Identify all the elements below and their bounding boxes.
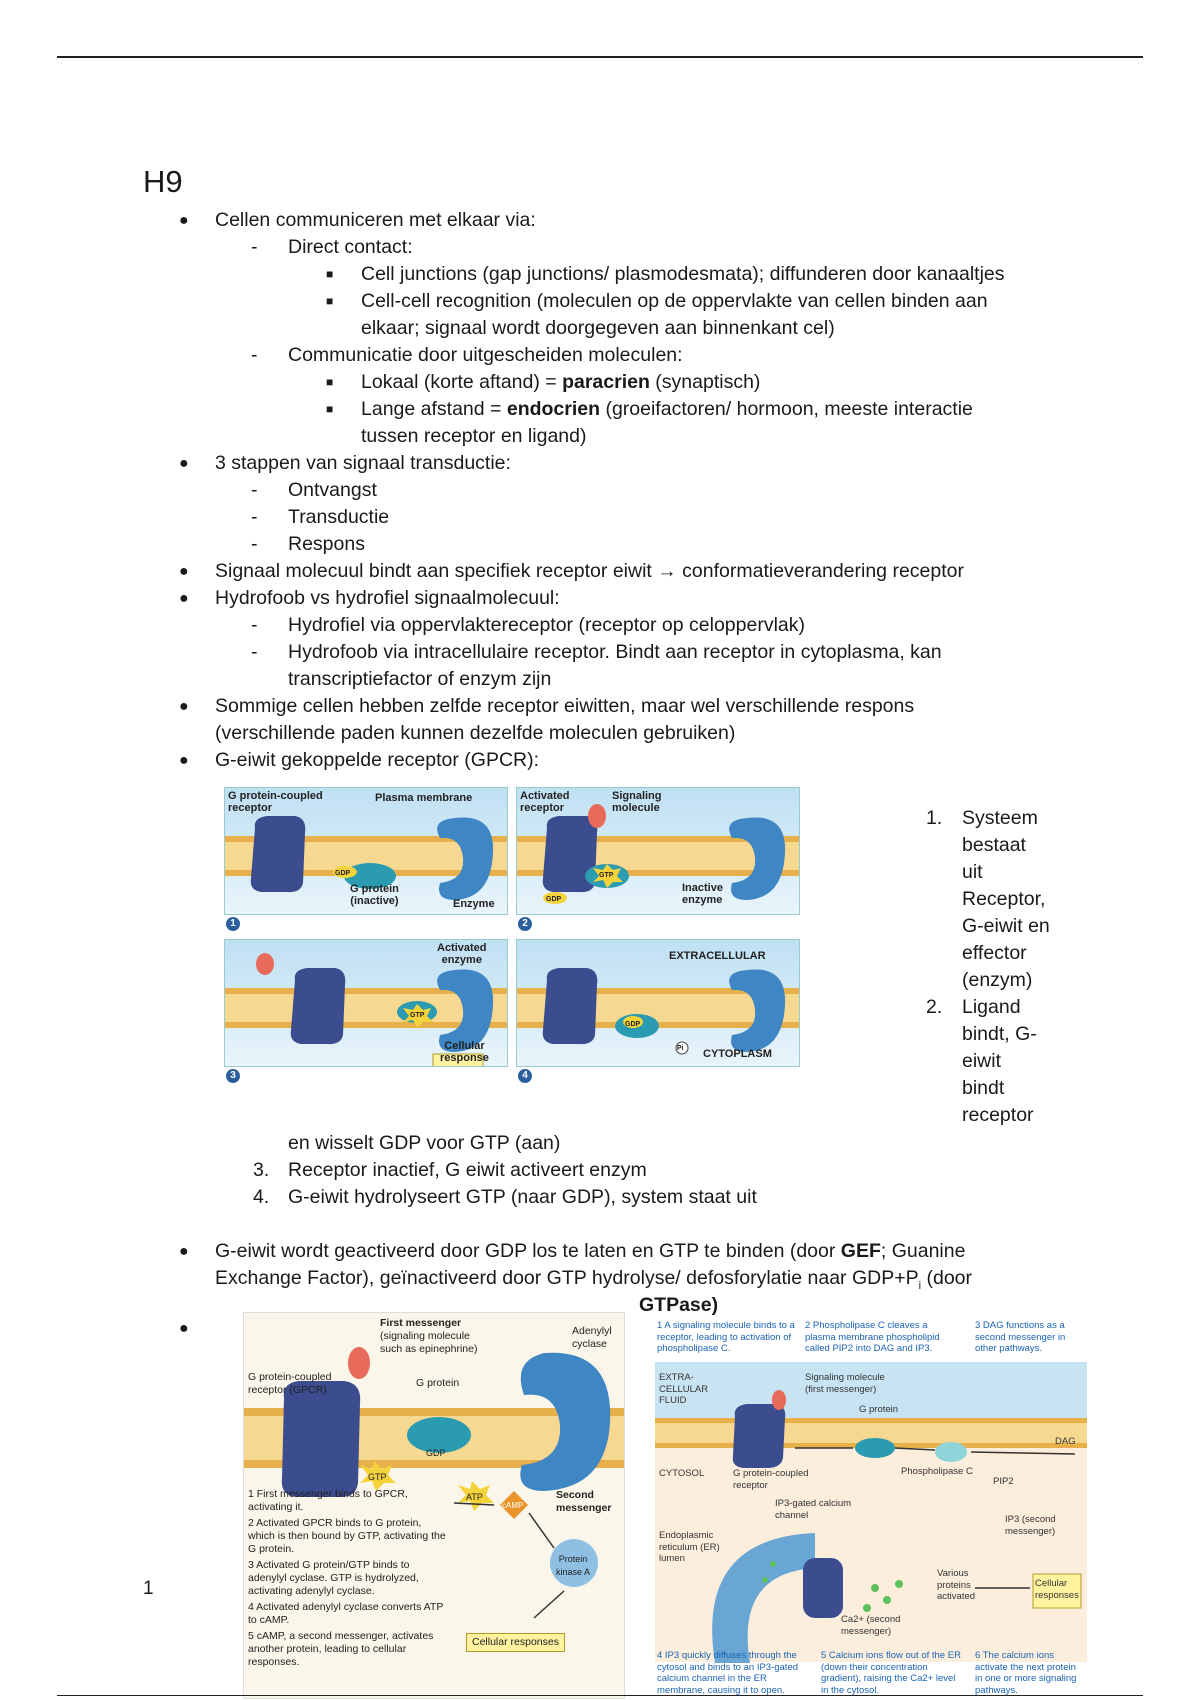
- footer-rule: [57, 1695, 1143, 1696]
- label-inactive-enzyme: Inactive enzyme: [682, 882, 723, 906]
- square-item: ■ Lokaal (korte aftand) = paracrien (synaptisch): [143, 369, 1043, 396]
- label-first-messenger: First messenger (signaling molecule such as epinephrine): [380, 1317, 478, 1355]
- bullet-item: ● 3 stappen van signaal transductie:: [143, 450, 1043, 477]
- continuation-line: elkaar; signaal wordt doorgegeven aan binnenkant cel): [361, 317, 835, 339]
- bullet-icon: ●: [179, 1243, 189, 1260]
- label-extracellular: EXTRACELLULAR: [669, 950, 766, 962]
- square-bullet-icon: ■: [326, 294, 334, 308]
- dash-item: - Hydrofoob via intracellulaire receptor. Bindt aan receptor in cytoplasma, kan: [143, 639, 1043, 666]
- notes-body-continued: [143, 1130, 1043, 1300]
- bullet-icon: ●: [179, 455, 189, 472]
- footer-step-4: 4 IP3 quickly diffuses through the cytosol and binds to an IP3-gated calcium channel in the ER membrane, causing it to open.: [657, 1650, 799, 1696]
- bullet-item: ● G-eiwit wordt geactiveerd door GDP los te laten en GTP te binden (door GEF; Guanine: [143, 1238, 1043, 1265]
- label-gpcr: G protein-coupled receptor: [733, 1468, 809, 1491]
- step-4-badge: 4: [518, 1069, 532, 1083]
- numbered-item: 3. Receptor inactief, G eiwit activeert enzym: [253, 1159, 647, 1181]
- bullet-item: ● Cellen communiceren met elkaar via:: [143, 207, 1043, 234]
- page-title: H9: [143, 164, 183, 199]
- bullet-icon: ●: [179, 752, 189, 769]
- label-cytoplasm: CYTOPLASM: [703, 1048, 772, 1060]
- bullet-icon: ●: [179, 212, 189, 229]
- label-signaling-molecule: Signaling molecule: [612, 790, 662, 814]
- dash-item: - Hydrofiel via oppervlaktereceptor (receptor op celoppervlak): [143, 612, 1043, 639]
- square-bullet-icon: ■: [326, 402, 334, 416]
- gpcr-steps-list: [926, 805, 1106, 1129]
- label-atp: ATP: [466, 1492, 483, 1502]
- gpcr-panel-4: [516, 939, 800, 1067]
- label-adenylyl-cyclase: Adenylyl cyclase: [572, 1325, 612, 1350]
- step-3-badge: 3: [226, 1069, 240, 1083]
- bullet-item: ● Hydrofoob vs hydrofiel signaalmolecuul:: [143, 585, 1043, 612]
- continuation-line: en wisselt GDP voor GTP (aan): [288, 1132, 561, 1154]
- gtpase-line: GTPase): [639, 1294, 719, 1316]
- label-gdp: GDP: [335, 870, 351, 877]
- dash-item: - Respons: [143, 531, 1043, 558]
- camp-pathway-figure: [243, 1312, 625, 1699]
- dash-icon: -: [251, 506, 258, 528]
- label-gdp: GDP: [625, 1021, 641, 1028]
- header-step-2: 2 Phospholipase C cleaves a plasma membrane phospholipid called PIP2 into DAG and IP3.: [805, 1320, 940, 1354]
- label-pi: Pi: [677, 1045, 684, 1052]
- label-cellular-responses: Cellular responses: [466, 1633, 565, 1652]
- label-pip2: PIP2: [993, 1476, 1014, 1487]
- list-item: 1. Systeem bestaat uit Receptor, G-eiwit en effector (enzym): [926, 807, 1050, 991]
- gpcr-panel-3: [224, 939, 508, 1067]
- label-pka: Protein kinase A: [556, 1554, 591, 1577]
- numbered-item: 4. G-eiwit hydrolyseert GTP (naar GDP), system staat uit: [253, 1186, 757, 1208]
- label-gpcr: G protein-coupled receptor (GPCR): [248, 1371, 332, 1396]
- label-gtp: GTP: [410, 1012, 425, 1019]
- label-phospholipase-c: Phospholipase C: [901, 1466, 973, 1477]
- gpcr-panel-2: [516, 787, 800, 915]
- header-rule: [57, 56, 1143, 58]
- bullet-icon: ●: [179, 1320, 189, 1337]
- label-cytosol: CYTOSOL: [659, 1468, 705, 1479]
- label-gpcr: G protein-coupled receptor: [228, 790, 323, 814]
- dash-icon: -: [251, 344, 258, 366]
- gpcr-panel-1: [224, 787, 508, 915]
- receptor-shape: [251, 816, 306, 892]
- square-item: ■ Lange afstand = endocrien (groeifactoren/ hormoon, meeste interactie: [143, 396, 1043, 423]
- dash-item: - Direct contact:: [143, 234, 1043, 261]
- continuation-line: tussen receptor en ligand): [361, 425, 587, 447]
- label-ip3: IP3 (second messenger): [1005, 1514, 1056, 1537]
- list-item: 2. Ligand bindt, G- eiwit bindt receptor: [926, 996, 1037, 1126]
- bullet-icon: ●: [179, 563, 189, 580]
- label-cellular-responses: Cellular responses: [1035, 1578, 1079, 1601]
- bullet-item: ● G-eiwit gekoppelde receptor (GPCR):: [143, 747, 1043, 774]
- bullet-icon: ●: [179, 698, 189, 715]
- footer-step-5: 5 Calcium ions flow out of the ER (down their concentration gradient), raising the Ca2+ level in the cytosol.: [821, 1650, 961, 1696]
- bullet-item: ● Signaal molecuul bindt aan specifiek receptor eiwit → conformatieverandering receptor: [143, 558, 1043, 585]
- dash-icon: -: [251, 614, 258, 636]
- footer-step-6: 6 The calcium ions activate the next protein in one or more signaling pathways.: [975, 1650, 1077, 1696]
- header-step-3: 3 DAG functions as a second messenger in other pathways.: [975, 1320, 1066, 1354]
- label-activated-receptor: Activated receptor: [520, 790, 570, 814]
- square-bullet-icon: ■: [326, 375, 334, 389]
- bullet-icon: ●: [179, 590, 189, 607]
- label-calcium: Ca2+ (second messenger): [841, 1614, 901, 1637]
- label-g-protein: G protein: [859, 1404, 899, 1415]
- label-activated-enzyme: Activated enzyme: [437, 942, 487, 966]
- dash-icon: -: [251, 236, 258, 258]
- label-g-protein: G protein: [416, 1377, 460, 1389]
- label-enzyme: Enzyme: [453, 898, 495, 910]
- signal-molecule: [588, 804, 606, 828]
- label-er-lumen: Endoplasmic reticulum (ER) lumen: [659, 1530, 720, 1564]
- dash-icon: -: [251, 533, 258, 555]
- dash-item: - Transductie: [143, 504, 1043, 531]
- label-gtp: GTP: [368, 1472, 387, 1482]
- continuation-line: transcriptiefactor of enzym zijn: [288, 668, 552, 690]
- dash-icon: -: [251, 641, 258, 663]
- label-gdp: GDP: [546, 896, 562, 903]
- dash-item: - Communicatie door uitgescheiden moleculen:: [143, 342, 1043, 369]
- label-signaling-molecule: Signaling molecule (first messenger): [805, 1372, 885, 1395]
- label-camp: cAMP: [502, 1501, 524, 1510]
- label-gtp: GTP: [599, 872, 614, 879]
- square-item: ■ Cell-cell recognition (moleculen op de oppervlakte van cellen binden aan: [143, 288, 1043, 315]
- continuation-line: (verschillende paden kunnen dezelfde moleculen gebruiken): [215, 722, 736, 744]
- label-gdp: GDP: [426, 1448, 446, 1458]
- label-ip3-channel: IP3-gated calcium channel: [775, 1498, 852, 1521]
- ip3-pathway-figure: [655, 1318, 1087, 1698]
- page-number: 1: [143, 1578, 154, 1599]
- caption-list: 1 First messenger binds to GPCR, activating it. 2 Activated GPCR binds to G protein, which is then bound by GTP, activating the G protein. 3 Activated G protein/GTP binds to adenylyl cyclase. GTP is hydrolyzed, activating adenylyl cyclase. 4 Activated adenylyl cyclase converts ATP to cAMP. 5 cAMP, a second messenger, activates another protein, leading to cellular responses.: [248, 1488, 446, 1668]
- label-second-messenger: Second messenger: [556, 1489, 612, 1514]
- label-membrane: Plasma membrane: [375, 792, 473, 804]
- dash-item: - Ontvangst: [143, 477, 1043, 504]
- square-bullet-icon: ■: [326, 267, 334, 281]
- step-1-badge: 1: [226, 917, 240, 931]
- label-extracellular-fluid: EXTRA-CELLULAR FLUID: [659, 1372, 709, 1406]
- dash-icon: -: [251, 479, 258, 501]
- header-step-1: 1 A signaling molecule binds to a receptor, leading to activation of phospholipase C.: [657, 1320, 795, 1354]
- label-dag: DAG: [1055, 1436, 1076, 1447]
- gpcr-figure: [224, 787, 799, 1097]
- step-2-badge: 2: [518, 917, 532, 931]
- continuation-line: Exchange Factor), geïnactiveerd door GTP hydrolyse/ defosforylatie naar $GDP+P_i$ (door: [215, 1267, 973, 1292]
- notes-body: [143, 207, 1043, 774]
- bullet-item: ● Sommige cellen hebben zelfde receptor eiwitten, maar wel verschillende respons: [143, 693, 1043, 720]
- square-item: ■ Cell junctions (gap junctions/ plasmodesmata); diffunderen door kanaaltjes: [143, 261, 1043, 288]
- label-cellular-response: Cellular response: [440, 1040, 489, 1064]
- label-various-proteins: Various proteins activated: [937, 1568, 976, 1602]
- label-gprotein: G protein (inactive): [350, 883, 399, 907]
